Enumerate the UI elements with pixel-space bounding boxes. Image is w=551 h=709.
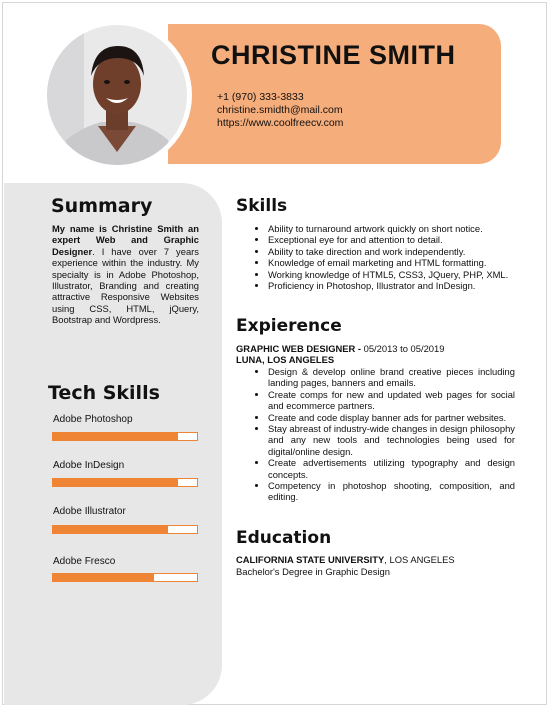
tech-skill-label: Adobe Fresco — [53, 556, 116, 567]
tech-skill-label: Adobe Illustrator — [53, 506, 126, 517]
tech-skill-bar — [52, 478, 198, 487]
skill-item: • Ability to take direction and work independently. — [268, 246, 515, 257]
experience-list — [252, 366, 515, 503]
experience-item: • Competency in photoshop shooting, composition, and editing. — [268, 480, 515, 503]
candidate-name: CHRISTINE SMITH — [211, 40, 456, 70]
experience-item: • Design & develop online brand creative pieces including landing pages, banners and emails. — [268, 366, 515, 389]
experience-item: • Create advertisements utilizing typography and design concepts. — [268, 457, 515, 480]
skill-item: • Working knowledge of HTML5, CSS3, JQuery, PHP, XML. — [268, 269, 515, 280]
tech-skill-bar-fill — [53, 526, 168, 533]
tech-skill-label: Adobe Photoshop — [53, 414, 133, 425]
experience-item: • Create and code display banner ads for partner websites. — [268, 412, 515, 423]
school-location: , LOS ANGELES — [384, 554, 455, 565]
skills-list — [252, 223, 515, 291]
summary-body: . I have over 7 years experience within the industry. My specialty is in Adobe Photoshop, Illustrator, Branding and creating attractive Responsive Websites using CSS, HTML, jQuery, Bootstrap and Wordpress. — [52, 245, 199, 326]
tech-skill-bar — [52, 573, 198, 582]
phone-number: +1 (970) 333-3833 — [217, 91, 304, 103]
contact-info — [217, 91, 343, 130]
email-address: christine.smidth@mail.com — [217, 104, 343, 116]
skill-item: • Proficiency in Photoshop, Illustrator and InDesign. — [268, 280, 515, 291]
tech-skill-bar — [52, 525, 198, 534]
skills-heading: Skills — [236, 196, 288, 216]
skill-item: • Exceptional eye for and attention to detail. — [268, 234, 515, 245]
tech-skill-bar-fill — [53, 479, 178, 486]
tech-skill-bar-fill — [53, 433, 178, 440]
skill-item: • Ability to turnaround artwork quickly on short notice. — [268, 223, 515, 234]
tech-skill-label: Adobe InDesign — [53, 460, 125, 471]
education-heading: Education — [236, 528, 332, 548]
job-title — [236, 343, 444, 354]
tech-skills-heading: Tech Skills — [48, 382, 160, 404]
summary-text — [52, 223, 199, 326]
tech-skill-bar — [52, 432, 198, 441]
website-link[interactable]: https://www.coolfreecv.com — [217, 117, 344, 129]
tech-skill-bar-fill — [53, 574, 154, 581]
company-name: LUNA, LOS ANGELES — [236, 354, 335, 365]
summary-intro: My name is Christine Smith an expert Web and Graphic Designer — [52, 223, 199, 257]
job-role: GRAPHIC WEB DESIGNER - — [236, 343, 362, 354]
experience-item: • Create comps for new and updated web pages for social and ecommerce partners. — [268, 389, 515, 412]
school-line — [236, 554, 455, 565]
profile-photo — [44, 22, 190, 168]
skill-item: • Knowledge of email marketing and HTML formatting. — [268, 257, 515, 268]
degree: Bachelor's Degree in Graphic Design — [236, 566, 390, 577]
experience-heading: Expierence — [236, 316, 342, 336]
experience-item: • Stay abreast of industry-wide changes in design philosophy and any new tools and technologies being used for digital/online design. — [268, 423, 515, 457]
summary-heading: Summary — [51, 195, 153, 217]
job-dates: 05/2013 to 05/2019 — [361, 343, 445, 354]
school-name: CALIFORNIA STATE UNIVERSITY — [236, 554, 385, 565]
